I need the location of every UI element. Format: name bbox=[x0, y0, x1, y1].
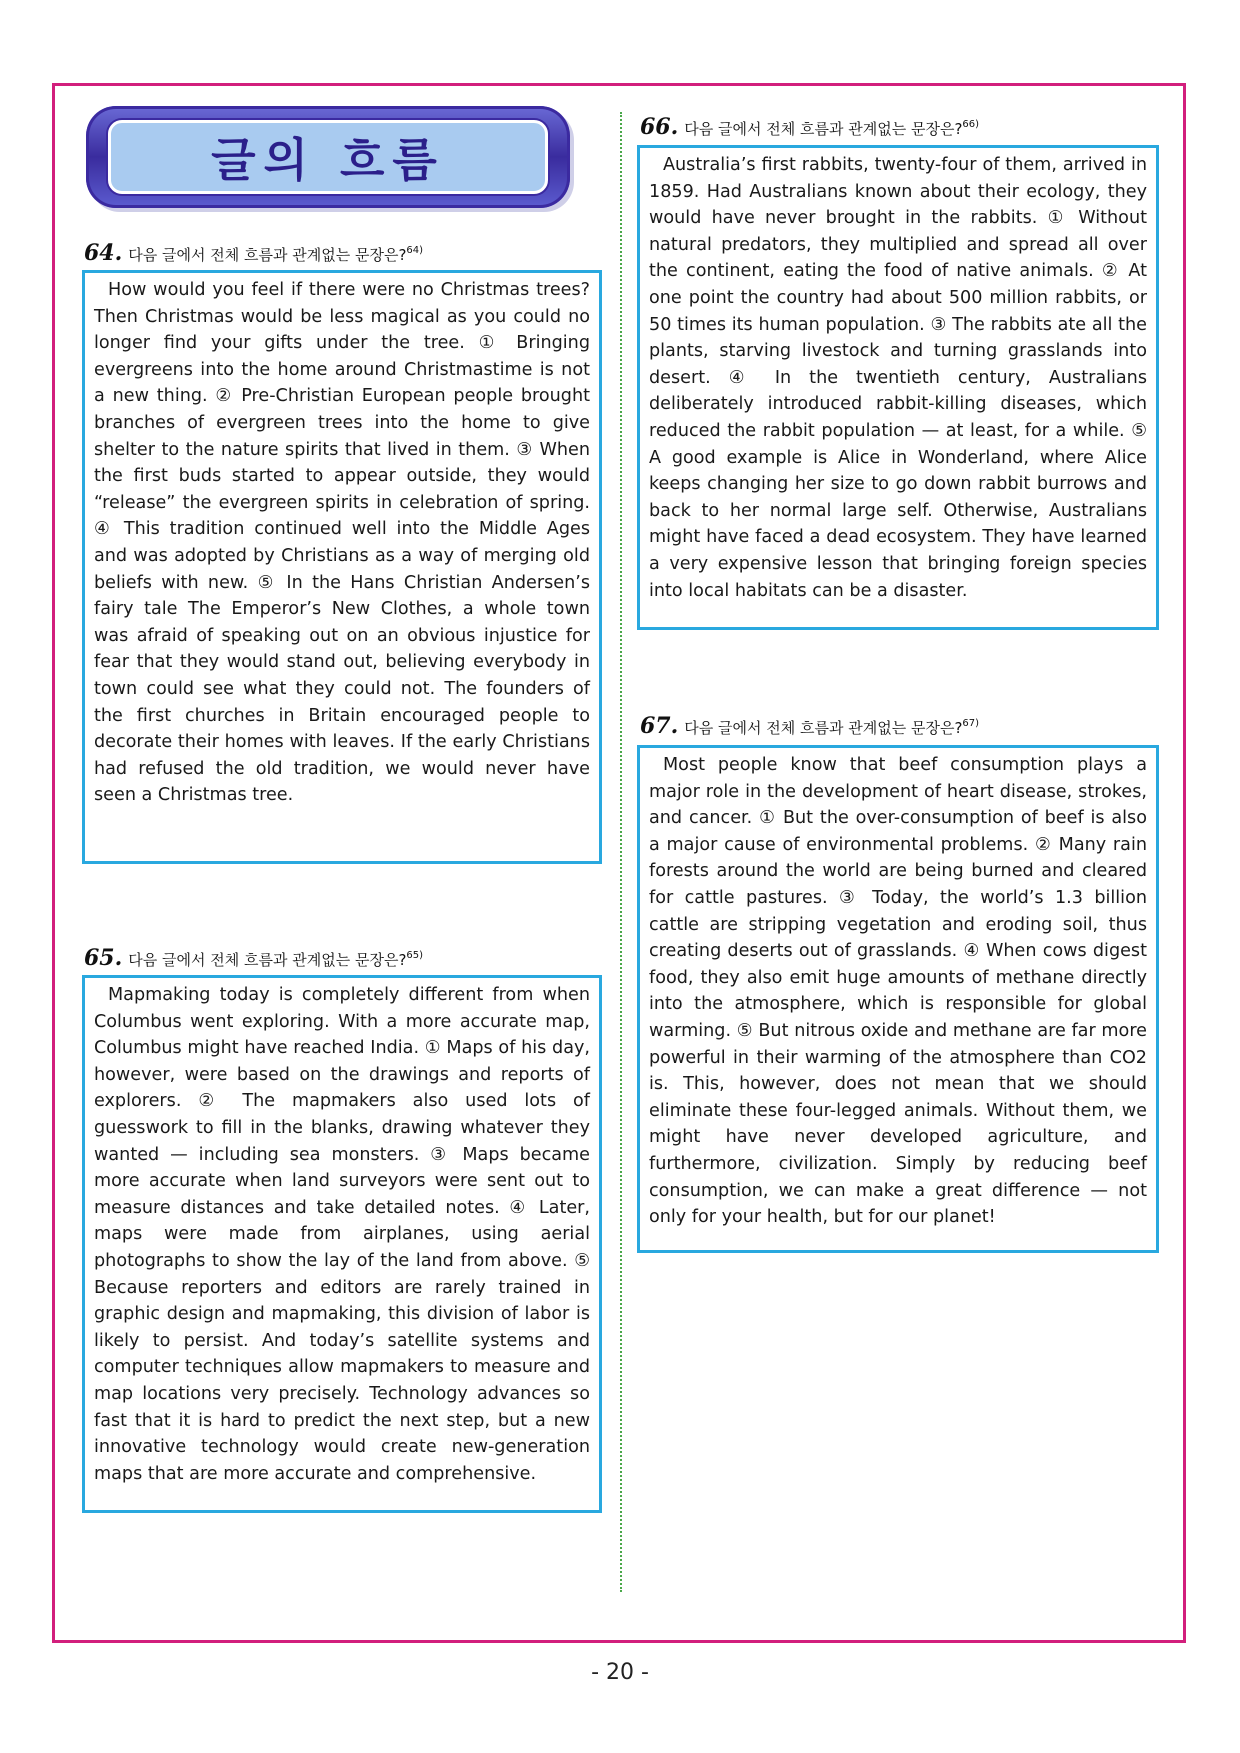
question-footnote: 65) bbox=[406, 950, 424, 961]
question-65-passage: Mapmaking today is completely different from when Columbus went exploring. With a more accurate map, Columbus might have reached India. ① Maps of his day, however, were based on the drawings and reports of explorers. ② The mapmakers also used lots of guesswork to fill in the blanks, drawing whatever they wanted — including sea monsters. ③ Maps became more accurate when land surveyors were sent out to measure distances and take detailed notes. ④ Later, maps were made from airplanes, using aerial photographs to show the lay of the land from above. ⑤ Because reporters and editors are rarely trained in graphic design and mapmaking, this division of labor is likely to persist. And today’s satellite systems and computer techniques allow mapmakers to measure and map locations very precisely. Technology advances so fast that it is hard to predict the next step, but a new innovative technology would create new-generation maps that are more accurate and comprehensive. bbox=[94, 985, 590, 1484]
question-prompt: 다음 글에서 전체 흐름과 관계없는 문장은? bbox=[128, 951, 407, 969]
question-number: 67. bbox=[640, 713, 679, 739]
question-64-passage: How would you feel if there were no Christmas trees? Then Christmas would be less magical as you could no longer find your gifts under the tree. ① Bringing evergreens into the home around Christmastime is not a new thing. ② Pre-Christian European people brought branches of evergreen trees into the home to give shelter to the nature spirits that lived in them. ③ When the first buds started to appear outside, they would “release” the evergreen spirits in celebration of spring. ④ This tradition continued well into the Middle Ages and was adopted by Christians as a way of merging old beliefs with new. ⑤ In the Hans Christian Andersen’s fairy tale The Emperor’s New Clothes, a whole town was afraid of speaking out on an obvious injustice for fear that they would stand out, believing everybody in town could see what they could not. The founders of the first churches in Britain encouraged people to decorate their homes with leaves. If the early Christians had refused the old tradition, we would never have seen a Christmas tree. bbox=[94, 280, 590, 806]
question-66-header bbox=[640, 114, 979, 140]
question-prompt: 다음 글에서 전체 흐름과 관계없는 문장은? bbox=[128, 246, 407, 264]
question-64-passage-box bbox=[82, 270, 602, 864]
column-divider bbox=[620, 112, 622, 1592]
question-66-passage: Australia’s first rabbits, twenty-four of them, arrived in 1859. Had Australians known about their ecology, they would have never brought in the rabbits. ① Without natural predators, they multiplied and spread all over the continent, eating the food of native animals. ② At one point the country had about 500 million rabbits, or 50 times its human population. ③ The rabbits ate all the plants, starving livestock and turning grasslands into desert. ④ In the twentieth century, Australians deliberately introduced rabbit-killing diseases, which reduced the rabbit population — at least, for a while. ⑤ A good example is Alice in Wonderland, where Alice keeps changing her size to go down rabbit burrows and back to her normal large self. Otherwise, Australians might have faced a dead ecosystem. They have learned a very expensive lesson that bringing foreign species into local habitats can be a disaster. bbox=[649, 155, 1147, 601]
section-banner-inner bbox=[108, 120, 548, 194]
question-65-header bbox=[84, 945, 423, 971]
question-66-passage-box bbox=[637, 145, 1159, 630]
question-67-passage: Most people know that beef consumption plays a major role in the development of heart disease, strokes, and cancer. ① But the over-consumption of beef is also a major cause of environmental problems. ② Many rain forests around the world are being burned and cleared for cattle pastures. ③ Today, the world’s 1.3 billion cattle are stripping vegetation and eroding soil, thus creating deserts out of grasslands. ④ When cows digest food, they also emit huge amounts of methane directly into the atmosphere, which is responsible for global warming. ⑤ But nitrous oxide and methane are far more powerful in their warming of the atmosphere than CO2 is. This, however, does not mean that we should eliminate these four-legged animals. Without them, we might have never developed agriculture, and furthermore, civilization. Simply by reducing beef consumption, we can make a great difference — not only for your health, but for our planet! bbox=[649, 755, 1147, 1228]
section-banner bbox=[86, 106, 570, 208]
page-number: - 20 - bbox=[591, 1660, 649, 1685]
question-number: 65. bbox=[84, 945, 123, 971]
question-footnote: 66) bbox=[962, 119, 980, 130]
question-number: 66. bbox=[640, 114, 679, 140]
question-prompt: 다음 글에서 전체 흐름과 관계없는 문장은? bbox=[684, 120, 963, 138]
question-footnote: 64) bbox=[406, 245, 424, 256]
question-67-passage-box bbox=[637, 745, 1159, 1253]
question-64-header bbox=[84, 240, 423, 266]
question-prompt: 다음 글에서 전체 흐름과 관계없는 문장은? bbox=[684, 719, 963, 737]
section-title: 글의 흐름 bbox=[211, 133, 445, 187]
question-footnote: 67) bbox=[962, 718, 980, 729]
question-number: 64. bbox=[84, 240, 123, 266]
question-67-header bbox=[640, 713, 979, 739]
question-65-passage-box bbox=[82, 975, 602, 1513]
